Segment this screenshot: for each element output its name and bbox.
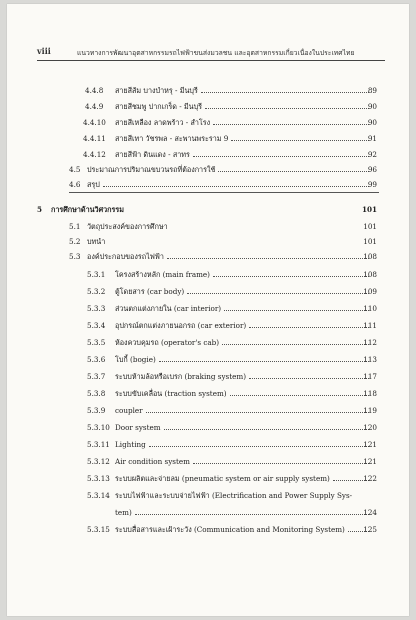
toc-entry <box>7 508 409 520</box>
dot-leader <box>193 156 369 157</box>
toc-entry-number: 5.3.13 <box>87 474 110 483</box>
dot-leader <box>249 378 369 379</box>
toc-entry-page: 99 <box>367 180 377 189</box>
dot-leader <box>224 310 369 311</box>
chapter-divider <box>69 192 379 193</box>
dot-leader <box>103 186 369 187</box>
toc-entry <box>7 118 409 130</box>
dot-leader <box>146 412 369 413</box>
dot-leader <box>167 258 369 259</box>
toc-entry-title: สรุป <box>87 180 100 189</box>
toc-entry <box>7 406 409 418</box>
document-page <box>7 4 409 616</box>
toc-entry-title: Lighting <box>115 440 146 449</box>
toc-entry-page: 91 <box>367 134 377 143</box>
toc-entry-number: 5.3.10 <box>87 423 110 432</box>
dot-leader <box>135 514 369 515</box>
toc-entry-title: ส่วนตกแต่งภายใน (car interior) <box>115 304 222 313</box>
toc-entry-number: 5.3.14 <box>87 491 110 500</box>
toc-entry <box>7 252 409 264</box>
toc-entry-page: 109 <box>363 287 377 296</box>
toc-entry <box>7 457 409 469</box>
toc-entry-number: 5.1 <box>69 222 81 231</box>
dot-leader <box>218 171 369 172</box>
toc-entry-page: 112 <box>363 338 377 347</box>
toc-entry-number: 5.3.5 <box>87 338 106 347</box>
toc-entry <box>7 372 409 384</box>
toc-entry-title: ระบบไฟฟ้าและระบบจ่ายไฟฟ้า (Electrification and Power Supply Sys- <box>115 491 353 500</box>
dot-leader <box>222 344 369 345</box>
dot-leader <box>205 108 369 109</box>
toc-entry <box>7 150 409 162</box>
toc-entry-title: บทนำ <box>87 237 106 246</box>
toc-entry-title: coupler <box>115 406 143 415</box>
toc-entry <box>7 102 409 114</box>
toc-entry <box>7 321 409 333</box>
dot-leader <box>159 361 369 362</box>
toc-entry-title: ห้องควบคุมรถ (operator's cab) <box>115 338 220 347</box>
toc-entry-number: 5.3.4 <box>87 321 106 330</box>
toc-entry-title: Air condition system <box>115 457 190 466</box>
toc-entry <box>7 180 409 192</box>
running-title: แนวทางการพัฒนาอุตสาหกรรมรถไฟฟ้าขนส่งมวลชน และอุตสาหกรรมเกี่ยวเนื่องในประเทศไทย <box>77 49 355 57</box>
toc-entry <box>7 270 409 282</box>
toc-entry <box>7 205 409 217</box>
toc-entry-number: 4.5 <box>69 165 81 174</box>
toc-entry-page: 120 <box>363 423 377 432</box>
toc-entry-title: tem) <box>115 508 132 517</box>
toc-entry-title: สายสีส้ม บางบำหรุ - มีนบุรี <box>115 86 198 95</box>
toc-entry-number: 5.3.11 <box>87 440 110 449</box>
toc-entry-page: 111 <box>363 321 377 330</box>
toc-entry-title: สายสีฟ้า ดินแดง - สาทร <box>115 150 190 159</box>
toc-entry-page: 96 <box>367 165 377 174</box>
toc-entry-page: 90 <box>367 102 377 111</box>
toc-entry-number: 4.6 <box>69 180 81 189</box>
dot-leader <box>249 327 369 328</box>
toc-entry-title: ระบบขับเคลื่อน (traction system) <box>115 389 227 398</box>
toc-entry-page: 118 <box>363 389 377 398</box>
dot-leader <box>193 463 369 464</box>
toc-entry-title: ตู้โดยสาร (car body) <box>115 287 185 296</box>
toc-entry-title: Door system <box>115 423 161 432</box>
toc-entry-page: 90 <box>367 118 377 127</box>
page-number: viii <box>37 46 51 56</box>
toc-entry-page: 89 <box>367 86 377 95</box>
dot-leader <box>149 446 369 447</box>
toc-entry-title: การศึกษาด้านวิศวกรรม <box>51 205 124 214</box>
toc-entry-number: 5.3.15 <box>87 525 110 534</box>
toc-entry <box>7 474 409 486</box>
toc-entry <box>7 525 409 537</box>
toc-entry-number: 4.4.12 <box>83 150 106 159</box>
toc-entry-page: 108 <box>363 270 377 279</box>
toc-entry-number: 5.3.8 <box>87 389 106 398</box>
toc-entry-title: สายสีชมพู ปากเกร็ด - มีนบุรี <box>115 102 203 111</box>
toc-entry <box>7 304 409 316</box>
toc-entry-number: 5 <box>37 205 43 214</box>
toc-entry-page: 124 <box>363 508 377 517</box>
toc-entry <box>7 423 409 435</box>
toc-entry-number: 4.4.10 <box>83 118 106 127</box>
toc-entry-title: ระบบห้ามล้อหรือเบรก (braking system) <box>115 372 247 381</box>
toc-entry-number: 4.4.9 <box>85 102 104 111</box>
toc-entry <box>7 338 409 350</box>
toc-entry-title: อุปกรณ์ตกแต่งภายนอกรถ (car exterior) <box>115 321 247 330</box>
toc-entry-number: 5.3 <box>69 252 81 261</box>
toc-entry <box>7 440 409 452</box>
toc-entry-title: สายสีเทา วัชรพล - สะพานพระราม 9 <box>115 134 229 143</box>
dot-leader <box>201 92 369 93</box>
dot-leader <box>213 124 369 125</box>
toc-entry-title: สายสีเหลือง ลาดพร้าว - สำโรง <box>115 118 211 127</box>
toc-entry-number: 4.4.11 <box>83 134 106 143</box>
toc-entry <box>7 165 409 177</box>
toc-entry-number: 5.3.3 <box>87 304 106 313</box>
toc-entry-page: 101 <box>363 237 377 246</box>
toc-entry-title: โบกี้ (bogie) <box>115 355 156 364</box>
toc-entry-title: ระบบสื่อสารและเฝ้าระวัง (Communication and Monitoring System) <box>115 525 345 534</box>
toc-entry-page: 119 <box>363 406 377 415</box>
dot-leader <box>213 276 369 277</box>
toc-entry-title: องค์ประกอบของรถไฟฟ้า <box>87 252 164 261</box>
toc-entry-number: 5.3.6 <box>87 355 106 364</box>
toc-entry-page: 122 <box>363 474 377 483</box>
toc-entry <box>7 491 409 503</box>
toc-entry <box>7 287 409 299</box>
toc-entry-title: ระบบผลิตและจ่ายลม (pneumatic system or air supply system) <box>115 474 330 483</box>
header-rule <box>37 60 385 61</box>
toc-entry-number: 5.3.9 <box>87 406 106 415</box>
toc-entry-number: 5.3.2 <box>87 287 106 296</box>
dot-leader <box>187 293 369 294</box>
toc-entry-number: 5.2 <box>69 237 81 246</box>
toc-entry <box>7 355 409 367</box>
toc-entry-page: 113 <box>363 355 377 364</box>
dot-leader <box>231 140 369 141</box>
toc-entry-page: 121 <box>363 440 377 449</box>
toc-entry-page: 108 <box>363 252 377 261</box>
toc-entry <box>7 86 409 98</box>
toc-entry-page: 125 <box>363 525 377 534</box>
toc-entry-page: 110 <box>363 304 377 313</box>
toc-entry-number: 5.3.1 <box>87 270 106 279</box>
toc-entry-page: 117 <box>363 372 377 381</box>
toc-entry-title: ประมาณการปริมาณขบวนรถที่ต้องการใช้ <box>87 165 216 174</box>
toc-entry-number: 5.3.7 <box>87 372 106 381</box>
toc-entry-page: 92 <box>367 150 377 159</box>
toc-entry-page: 101 <box>363 222 377 231</box>
toc-entry-page: 101 <box>361 205 377 214</box>
toc-entry-number: 4.4.8 <box>85 86 104 95</box>
dot-leader <box>230 395 369 396</box>
running-header <box>37 46 389 58</box>
dot-leader <box>164 429 369 430</box>
toc-entry-title: วัตถุประสงค์ของการศึกษา <box>87 222 168 231</box>
toc-entry <box>7 389 409 401</box>
toc-entry <box>7 237 409 249</box>
toc-entry-page: 121 <box>363 457 377 466</box>
toc-entry-number: 5.3.12 <box>87 457 110 466</box>
toc-entry <box>7 222 409 234</box>
toc-entry-title: โครงสร้างหลัก (main frame) <box>115 270 210 279</box>
toc-entry <box>7 134 409 146</box>
